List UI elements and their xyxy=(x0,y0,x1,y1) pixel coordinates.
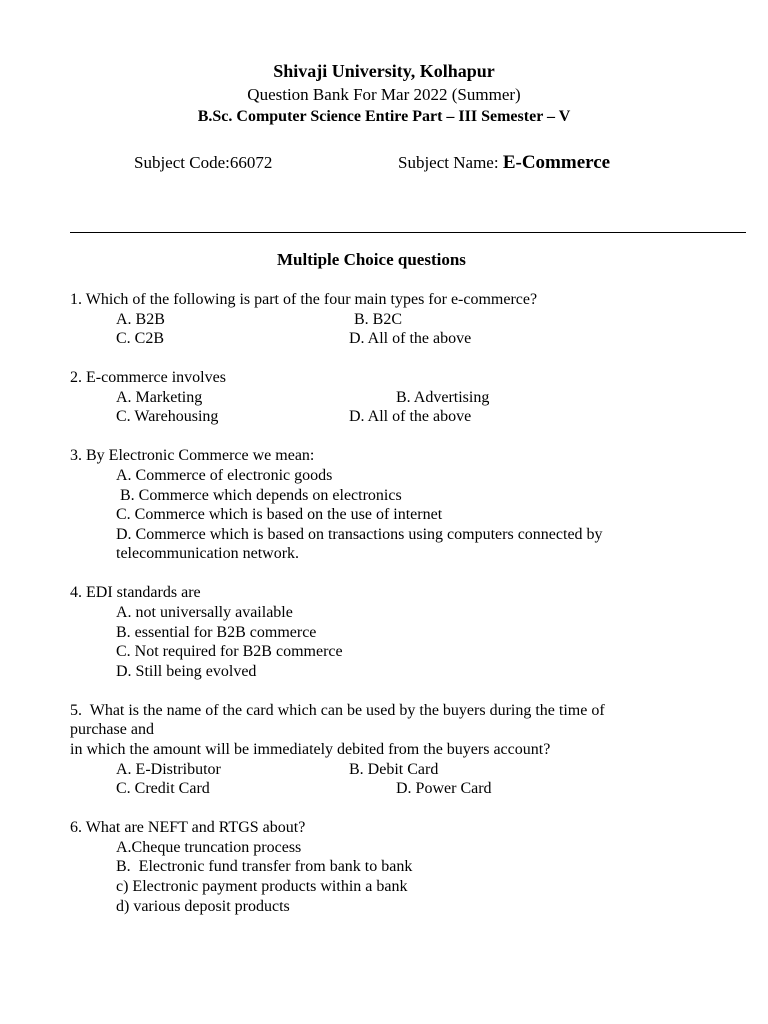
question-text-continued: purchase and xyxy=(70,721,154,738)
option-d: d) various deposit products xyxy=(116,898,290,915)
university-title: Shivaji University, Kolhapur xyxy=(273,61,495,81)
option-c: C. Not required for B2B commerce xyxy=(116,643,343,660)
subject-name-value: E-Commerce xyxy=(502,152,611,173)
question-text: 2. E-commerce involves xyxy=(70,369,226,386)
question-text: 3. By Electronic Commerce we mean: xyxy=(70,447,315,464)
option-c: C. C2B xyxy=(116,330,165,347)
option-b: B. Advertising xyxy=(396,389,490,406)
question-text: 5. What is the name of the card which can be used by the buyers during the time of xyxy=(70,702,605,719)
option-d-continued: telecommunication network. xyxy=(116,545,300,562)
subject-code: Subject Code:66072 xyxy=(134,153,273,172)
option-a: A. Commerce of electronic goods xyxy=(116,467,333,484)
option-c: C. Credit Card xyxy=(116,780,210,797)
option-a: A. E-Distributor xyxy=(116,761,221,778)
option-d: D. All of the above xyxy=(349,408,472,425)
option-c: C. Warehousing xyxy=(116,408,219,425)
option-c: c) Electronic payment products within a bank xyxy=(116,878,408,895)
question-text: 6. What are NEFT and RTGS about? xyxy=(70,819,306,836)
option-b: B. Electronic fund transfer from bank to bank xyxy=(116,858,413,875)
option-a: A. B2B xyxy=(116,311,165,328)
option-b: B. Commerce which depends on electronics xyxy=(116,487,402,504)
option-a: A. not universally available xyxy=(116,604,293,621)
option-c: C. Commerce which is based on the use of internet xyxy=(116,506,443,523)
subject-name-label: Subject Name: xyxy=(398,153,503,172)
option-d: D. Still being evolved xyxy=(116,663,257,680)
option-d: D. All of the above xyxy=(349,330,472,347)
question-text-continued-2: in which the amount will be immediately debited from the buyers account? xyxy=(70,741,551,758)
question-text: 1. Which of the following is part of the four main types for e-commerce? xyxy=(70,291,538,308)
option-d: D. Commerce which is based on transactions using computers connected by xyxy=(116,526,603,543)
option-b: B. B2C xyxy=(354,311,403,328)
option-a: A.Cheque truncation process xyxy=(116,839,302,856)
question-text: 4. EDI standards are xyxy=(70,584,201,601)
subject-name xyxy=(398,152,610,174)
option-a: A. Marketing xyxy=(116,389,203,406)
option-b: B. essential for B2B commerce xyxy=(116,624,317,641)
horizontal-divider xyxy=(70,232,746,233)
section-title: Multiple Choice questions xyxy=(277,250,466,269)
course-title: B.Sc. Computer Science Entire Part – III Semester – V xyxy=(197,108,571,125)
option-d: D. Power Card xyxy=(396,780,492,797)
question-bank-subtitle: Question Bank For Mar 2022 (Summer) xyxy=(247,85,521,104)
option-b: B. Debit Card xyxy=(349,761,439,778)
